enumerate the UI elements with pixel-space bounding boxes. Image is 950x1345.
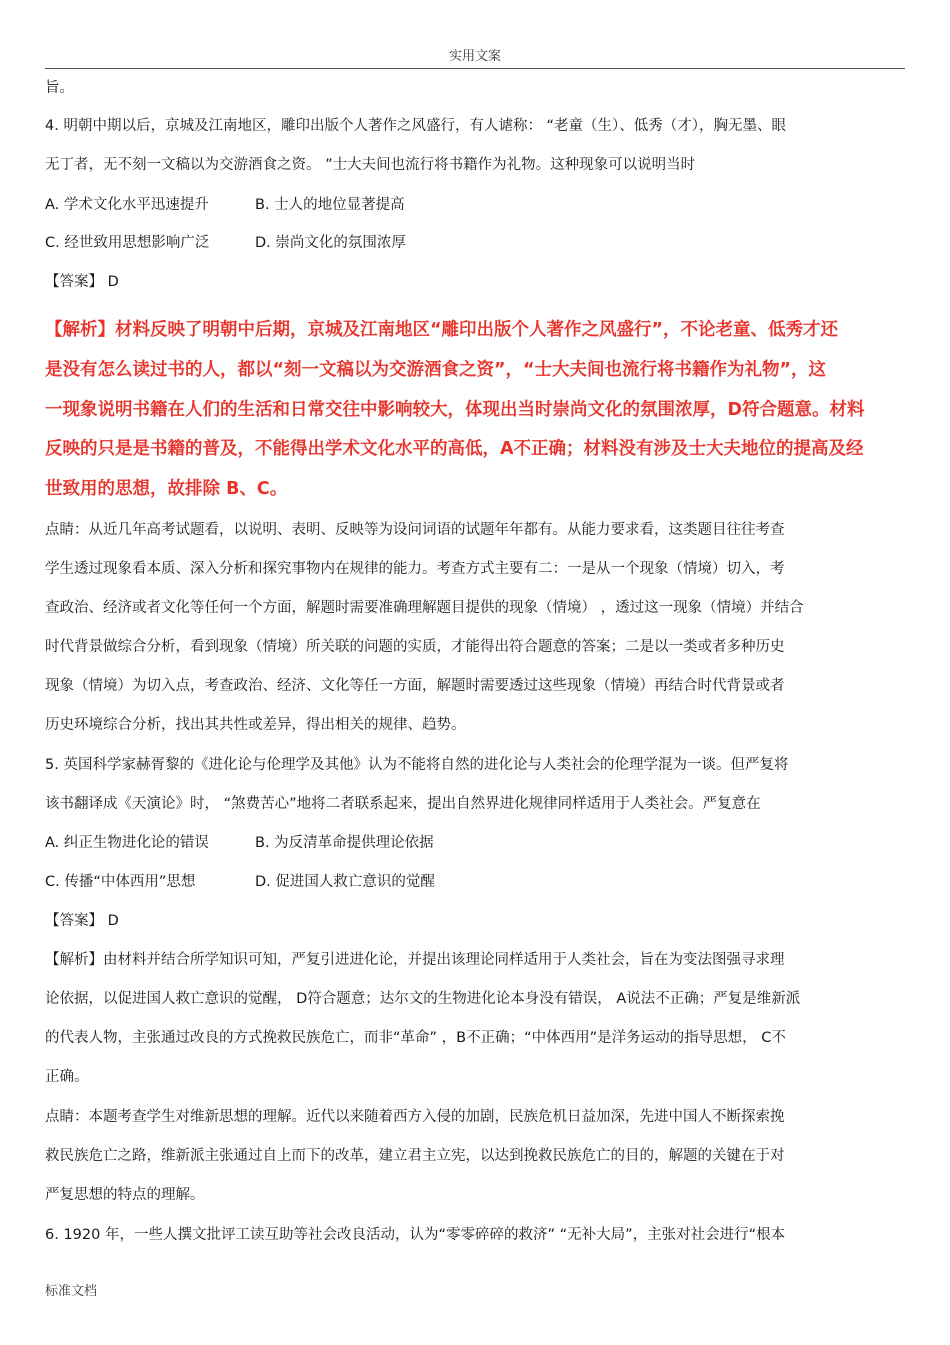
question-4-tip: 时代背景做综合分析，看到现象（情境）所关联的问题的实质，才能得出符合题意的答案；二是以一类或者多种历史 — [45, 639, 785, 655]
page-footer: 标准文档 — [45, 1284, 98, 1299]
question-4-tip: 历史环境综合分析，找出其共性或差异，得出相关的规律、趋势。 — [45, 717, 466, 733]
question-5-analysis: 正确。 — [45, 1069, 89, 1085]
question-5-option-a: A. 纠正生物进化论的错误 — [45, 835, 209, 851]
question-5-option-c: C. 传播“中体西用”思想 — [45, 874, 196, 890]
question-5-option-d: D. 促进国人救亡意识的觉醒 — [255, 874, 435, 890]
question-5-analysis: 的代表人物，主张通过改良的方式挽救民族危亡，而非“革命” ，B不正确；“中体西用”是洋务运动的指导思想， C不 — [45, 1030, 786, 1046]
question-4-stem: 无丁者，无不刻一文稿以为交游酒食之资。 ”士大夫间也流行将书籍作为礼物。这种现象可以说明当时 — [45, 157, 696, 173]
question-4-tip: 学生透过现象看本质、深入分析和探究事物内在规律的能力。考查方式主要有二：一是从一个现象（情境）切入，考 — [45, 561, 785, 577]
question-4-analysis: 是没有怎么读过书的人，都以“刻一文稿以为交游酒食之资”，“士大夫间也流行将书籍作为礼物”，这 — [45, 360, 827, 380]
question-4-option-b: B. 士人的地位显著提高 — [255, 197, 405, 213]
question-4-tip: 现象（情境）为切入点，考查政治、经济、文化等任一方面，解题时需要透过这些现象（情境）再结合时代背景或者 — [45, 678, 785, 694]
question-5-analysis: 论依据，以促进国人救亡意识的觉醒， D符合题意；达尔文的生物进化论本身没有错误， A说法不正确；严复是维新派 — [45, 991, 801, 1007]
header-rule — [45, 68, 905, 69]
question-4-option-d: D. 崇尚文化的氛围浓厚 — [255, 235, 406, 251]
question-4-stem: 4. 明朝中期以后，京城及江南地区，雕印出版个人著作之风盛行，有人谑称： “老童（生）、低秀（才），胸无墨、眼 — [45, 118, 787, 134]
question-5-option-b: B. 为反清革命提供理论依据 — [255, 835, 434, 851]
question-4-analysis: 反映的只是是书籍的普及，不能得出学术文化水平的高低，A不正确；材料没有涉及士大夫地位的提高及经 — [45, 439, 864, 459]
question-5-stem: 该书翻译成《天演论》时， “煞费苦心”地将二者联系起来，提出自然界进化规律同样适用于人类社会。严复意在 — [45, 796, 761, 812]
question-4-tip: 点睛：从近几年高考试题看，以说明、表明、反映等为设问词语的试题年年都有。从能力要求看，这类题目往往考查 — [45, 522, 785, 538]
question-4-analysis: 【解析】材料反映了明朝中后期，京城及江南地区“雕印出版个人著作之风盛行”，不论老童、低秀才还 — [45, 320, 838, 340]
question-4-answer: 【答案】 D — [45, 274, 119, 290]
question-4-option-c: C. 经世致用思想影响广泛 — [45, 235, 210, 251]
question-5-tip: 严复思想的特点的理解。 — [45, 1187, 205, 1203]
question-4-option-a: A. 学术文化水平迅速提升 — [45, 197, 209, 213]
text-line: 旨。 — [45, 80, 74, 96]
question-4-analysis: 世致用的思想，故排除 B、C。 — [45, 479, 288, 499]
question-6-stem: 6. 1920 年，一些人撰文批评工读互助等社会改良活动，认为“零零碎碎的救济” “无补大局”，主张对社会进行“根本 — [45, 1227, 786, 1243]
question-5-stem: 5. 英国科学家赫胥黎的《进化论与伦理学及其他》认为不能将自然的进化论与人类社会的伦理学混为一谈。但严复将 — [45, 757, 789, 773]
question-5-answer: 【答案】 D — [45, 913, 119, 929]
question-5-analysis: 【解析】由材料并结合所学知识可知，严复引进进化论，并提出该理论同样适用于人类社会，旨在为变法图强寻求理 — [45, 952, 785, 968]
question-5-tip: 救民族危亡之路，维新派主张通过自上而下的改革，建立君主立宪，以达到挽救民族危亡的目的，解题的关键在于对 — [45, 1148, 785, 1164]
page-header: 实用文案 — [448, 49, 501, 64]
question-5-tip: 点睛：本题考查学生对维新思想的理解。近代以来随着西方入侵的加剧，民族危机日益加深，先进中国人不断探索挽 — [45, 1109, 785, 1125]
question-4-tip: 查政治、经济或者文化等任何一个方面，解题时需要准确理解题目提供的现象（情境） ，透过这一现象（情境）并结合 — [45, 600, 804, 616]
question-4-analysis: 一现象说明书籍在人们的生活和日常交往中影响较大，体现出当时崇尚文化的氛围浓厚，D符合题意。材料 — [45, 400, 865, 420]
